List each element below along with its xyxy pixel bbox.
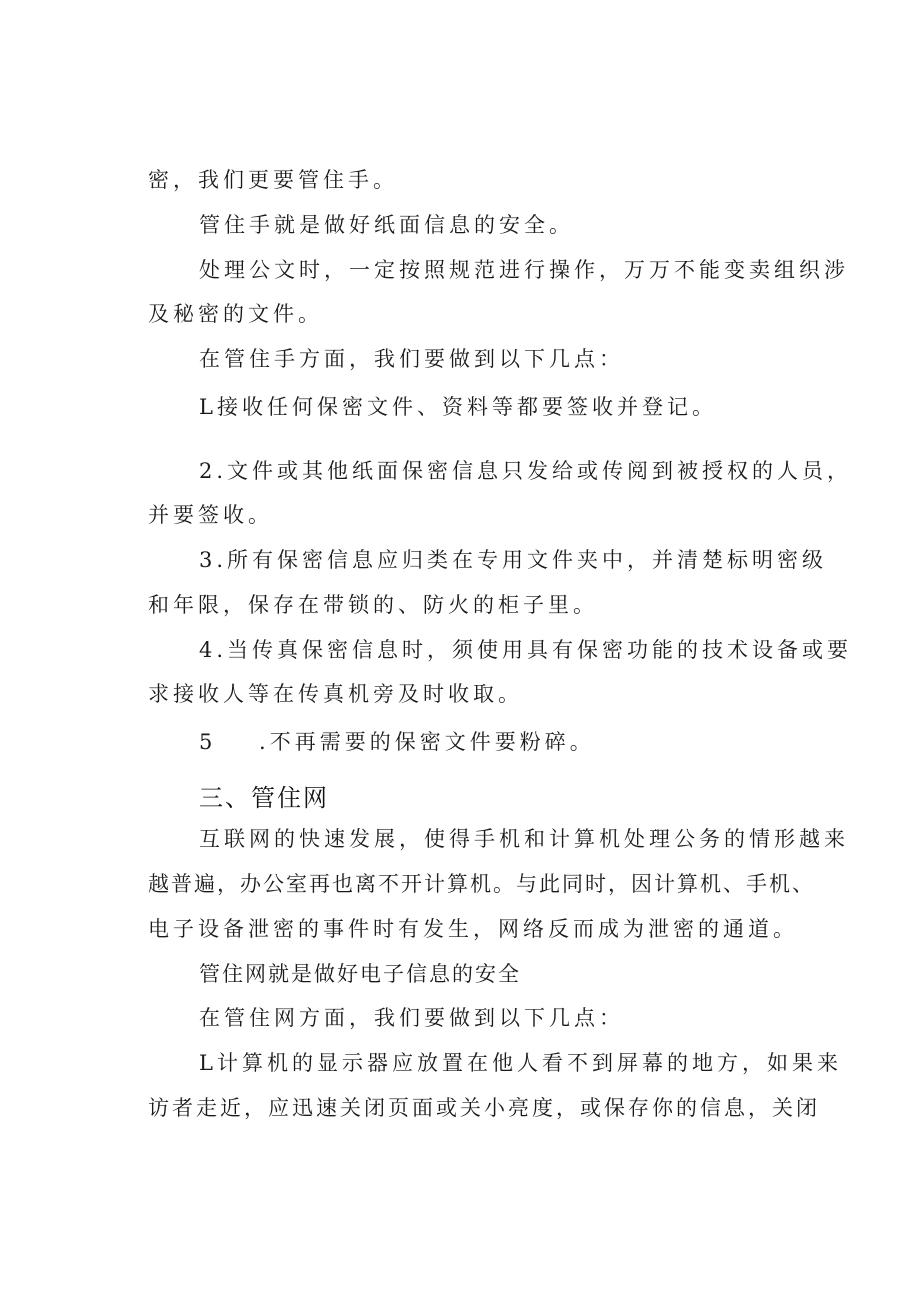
list-item: 4.当传真保密信息时，须使用具有保密功能的技术设备或要 <box>199 638 853 662</box>
section-heading: 三、管住网 <box>199 784 329 812</box>
paragraph-line: 及秘密的文件。 <box>148 302 323 326</box>
list-item: 2.文件或其他纸面保密信息只发给或传阅到被授权的人员， <box>199 459 853 483</box>
paragraph-line: 电子设备泄密的事件时有发生，网络反而成为泄密的通道。 <box>148 917 798 941</box>
paragraph-line: 管住手就是做好纸面信息的安全。 <box>199 213 574 237</box>
paragraph-line: 在管住手方面，我们要做到以下几点： <box>199 347 624 371</box>
list-item: L计算机的显示器应放置在他人看不到屏幕的地方，如果来 <box>199 1051 842 1075</box>
paragraph-line: 在管住网方面，我们要做到以下几点： <box>199 1006 624 1030</box>
paragraph-line: 互联网的快速发展，使得手机和计算机处理公务的情形越来 <box>199 827 849 851</box>
paragraph-line: 处理公文时，一定按照规范进行操作，万万不能变卖组织涉 <box>199 258 849 282</box>
paragraph-line: 管住网就是做好电子信息的安全 <box>199 962 521 986</box>
list-item: 3.所有保密信息应归类在专用文件夹中，并清楚标明密级 <box>199 548 828 572</box>
paragraph-line: 并要签收。 <box>148 503 273 527</box>
paragraph-line: 和年限，保存在带锁的、防火的柜子里。 <box>148 593 598 617</box>
paragraph-line: 密，我们更要管住手。 <box>148 168 398 192</box>
paragraph-line: 访者走近，应迅速关闭页面或关小亮度，或保存你的信息，关闭 <box>148 1096 820 1120</box>
paragraph-line: 求接收人等在传真机旁及时收取。 <box>148 682 523 706</box>
list-item: L接收任何保密文件、资料等都要签收并登记。 <box>199 395 717 419</box>
paragraph-line: 越普遍，办公室再也离不开计算机。与此同时，因计算机、手机、 <box>148 872 815 896</box>
list-item: 5 .不再需要的保密文件要粉碎。 <box>199 730 595 754</box>
